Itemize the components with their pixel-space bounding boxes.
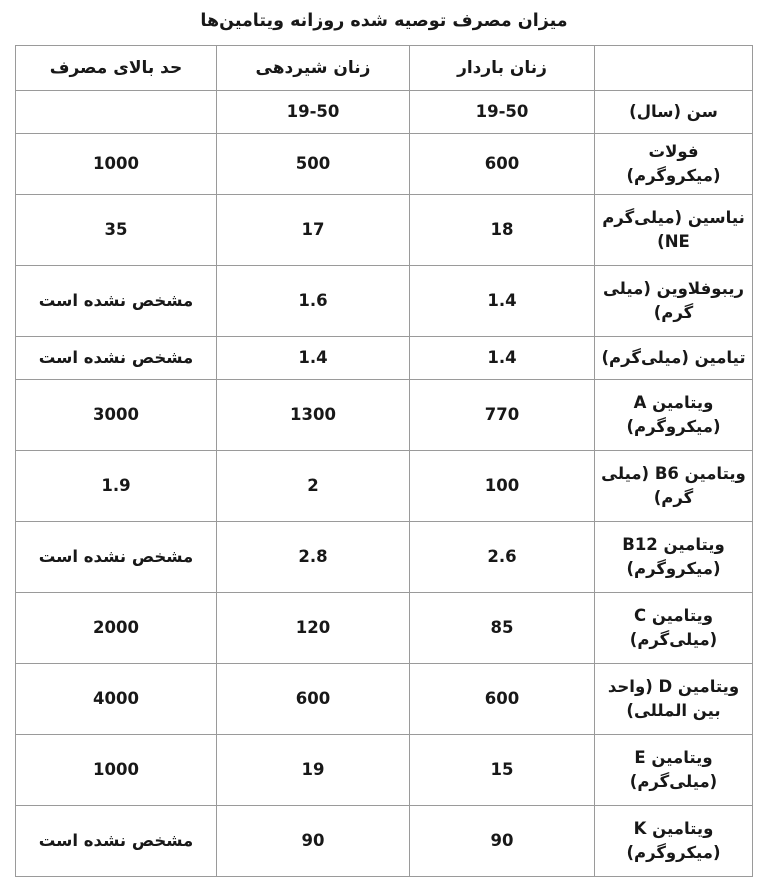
- cell-pregnant-value: 770: [410, 379, 595, 450]
- cell-lactating-value: 2: [217, 450, 410, 521]
- table-row: [15, 194, 752, 265]
- header-cell-name: [595, 46, 753, 91]
- cell-lactating-value: 1300: [217, 379, 410, 450]
- table-header-row: [15, 46, 752, 91]
- header-cell-upper-limit: حد بالای مصرف: [15, 46, 216, 91]
- table-row: [15, 592, 752, 663]
- table-row: [15, 379, 752, 450]
- cell-nutrient-name: ویتامین E (میلی‌گرم): [595, 734, 753, 805]
- table-row: [15, 91, 752, 134]
- cell-upper-limit-value: 1000: [15, 734, 216, 805]
- cell-lactating-value: 19-50: [217, 91, 410, 134]
- rda-table-container: [16, 0, 753, 877]
- cell-upper-limit-value: مشخص نشده است: [15, 336, 216, 379]
- table-row: [15, 450, 752, 521]
- cell-pregnant-value: 19-50: [410, 91, 595, 134]
- table-title: میزان مصرف توصیه شده روزانه ویتامین‌ها: [15, 0, 752, 46]
- table-row: [15, 134, 752, 195]
- cell-nutrient-name: ویتامین A (میکروگرم): [595, 379, 753, 450]
- header-cell-lactating: زنان شیردهی: [217, 46, 410, 91]
- header-cell-pregnant: زنان باردار: [410, 46, 595, 91]
- cell-lactating-value: 2.8: [217, 521, 410, 592]
- table-row: [15, 734, 752, 805]
- cell-pregnant-value: 1.4: [410, 336, 595, 379]
- cell-nutrient-name: تیامین (میلی‌گرم): [595, 336, 753, 379]
- table-row: [15, 805, 752, 876]
- cell-upper-limit-value: [15, 91, 216, 134]
- cell-upper-limit-value: 3000: [15, 379, 216, 450]
- cell-upper-limit-value: 1.9: [15, 450, 216, 521]
- table-row: [15, 265, 752, 336]
- cell-upper-limit-value: 4000: [15, 663, 216, 734]
- cell-nutrient-name: نیاسین (میلی‌گرم NE): [595, 194, 753, 265]
- cell-lactating-value: 500: [217, 134, 410, 195]
- cell-lactating-value: 120: [217, 592, 410, 663]
- cell-upper-limit-value: مشخص نشده است: [15, 265, 216, 336]
- cell-nutrient-name: ویتامین C (میلی‌گرم): [595, 592, 753, 663]
- table-row: [15, 521, 752, 592]
- cell-nutrient-name: ویتامین D (واحد بین المللی): [595, 663, 753, 734]
- cell-pregnant-value: 18: [410, 194, 595, 265]
- cell-nutrient-name: فولات (میکروگرم): [595, 134, 753, 195]
- cell-pregnant-value: 600: [410, 134, 595, 195]
- cell-nutrient-name: ویتامین B6 (میلی گرم): [595, 450, 753, 521]
- cell-pregnant-value: 15: [410, 734, 595, 805]
- cell-upper-limit-value: مشخص نشده است: [15, 521, 216, 592]
- cell-lactating-value: 17: [217, 194, 410, 265]
- cell-pregnant-value: 90: [410, 805, 595, 876]
- cell-lactating-value: 1.6: [217, 265, 410, 336]
- cell-upper-limit-value: 1000: [15, 134, 216, 195]
- cell-nutrient-name: ویتامین B12 (میکروگرم): [595, 521, 753, 592]
- cell-upper-limit-value: 2000: [15, 592, 216, 663]
- cell-upper-limit-value: 35: [15, 194, 216, 265]
- cell-lactating-value: 19: [217, 734, 410, 805]
- cell-nutrient-name: ویتامین K (میکروگرم): [595, 805, 753, 876]
- cell-pregnant-value: 600: [410, 663, 595, 734]
- table-title-row: [15, 0, 752, 46]
- cell-pregnant-value: 2.6: [410, 521, 595, 592]
- table-row: [15, 663, 752, 734]
- cell-upper-limit-value: مشخص نشده است: [15, 805, 216, 876]
- rda-vitamins-table: [15, 0, 753, 877]
- cell-lactating-value: 600: [217, 663, 410, 734]
- table-row: [15, 336, 752, 379]
- cell-pregnant-value: 1.4: [410, 265, 595, 336]
- cell-pregnant-value: 85: [410, 592, 595, 663]
- cell-nutrient-name: سن (سال): [595, 91, 753, 134]
- cell-lactating-value: 90: [217, 805, 410, 876]
- cell-nutrient-name: ریبوفلاوین (میلی گرم): [595, 265, 753, 336]
- cell-pregnant-value: 100: [410, 450, 595, 521]
- cell-lactating-value: 1.4: [217, 336, 410, 379]
